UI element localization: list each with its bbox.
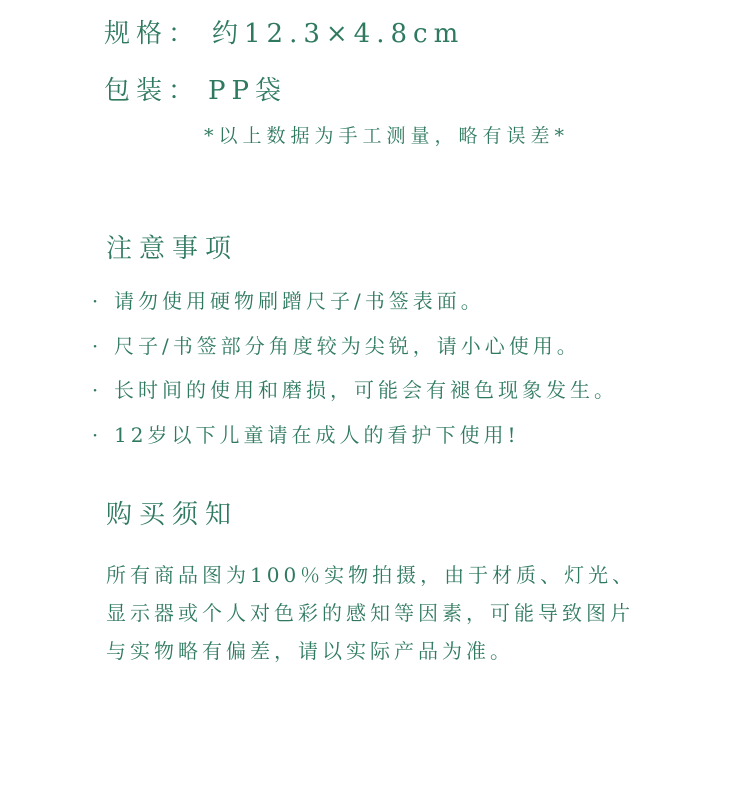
spec-package-label: 包装： xyxy=(104,76,201,106)
bullet-marker: · xyxy=(91,334,103,358)
notice-item-text: 尺子/书签部分角度较为尖锐，请小心使用。 xyxy=(114,334,581,358)
notice-item-text: 请勿使用硬物刷蹭尺子/书签表面。 xyxy=(114,289,485,313)
notice-item-2 xyxy=(90,336,581,356)
measurement-note: *以上数据为手工测量，略有误差* xyxy=(204,125,570,147)
purchase-line-1: 所有商品图为100％实物拍摄，由于材质、灯光、 xyxy=(106,563,637,587)
spec-package-value: PP袋 xyxy=(208,76,287,106)
purchase-line-3: 与实物略有偏差，请以实际产品为准。 xyxy=(106,639,514,663)
spec-size-label: 规格： xyxy=(104,19,201,49)
purchase-title: 购买须知 xyxy=(106,500,239,530)
notice-item-3 xyxy=(90,380,618,400)
bullet-marker: · xyxy=(91,423,103,447)
notice-item-4 xyxy=(90,425,520,445)
notice-item-text: 长时间的使用和磨损，可能会有褪色现象发生。 xyxy=(114,378,618,402)
notice-title: 注意事项 xyxy=(106,234,239,264)
bullet-marker: · xyxy=(91,289,103,313)
notice-item-text: 12岁以下儿童请在成人的看护下使用! xyxy=(114,423,520,447)
purchase-line-2: 显示器或个人对色彩的感知等因素，可能导致图片 xyxy=(106,601,634,625)
bullet-marker: · xyxy=(91,378,103,402)
spec-size-value: 约12.3×4.8cm xyxy=(212,19,465,49)
notice-item-1 xyxy=(90,291,485,311)
